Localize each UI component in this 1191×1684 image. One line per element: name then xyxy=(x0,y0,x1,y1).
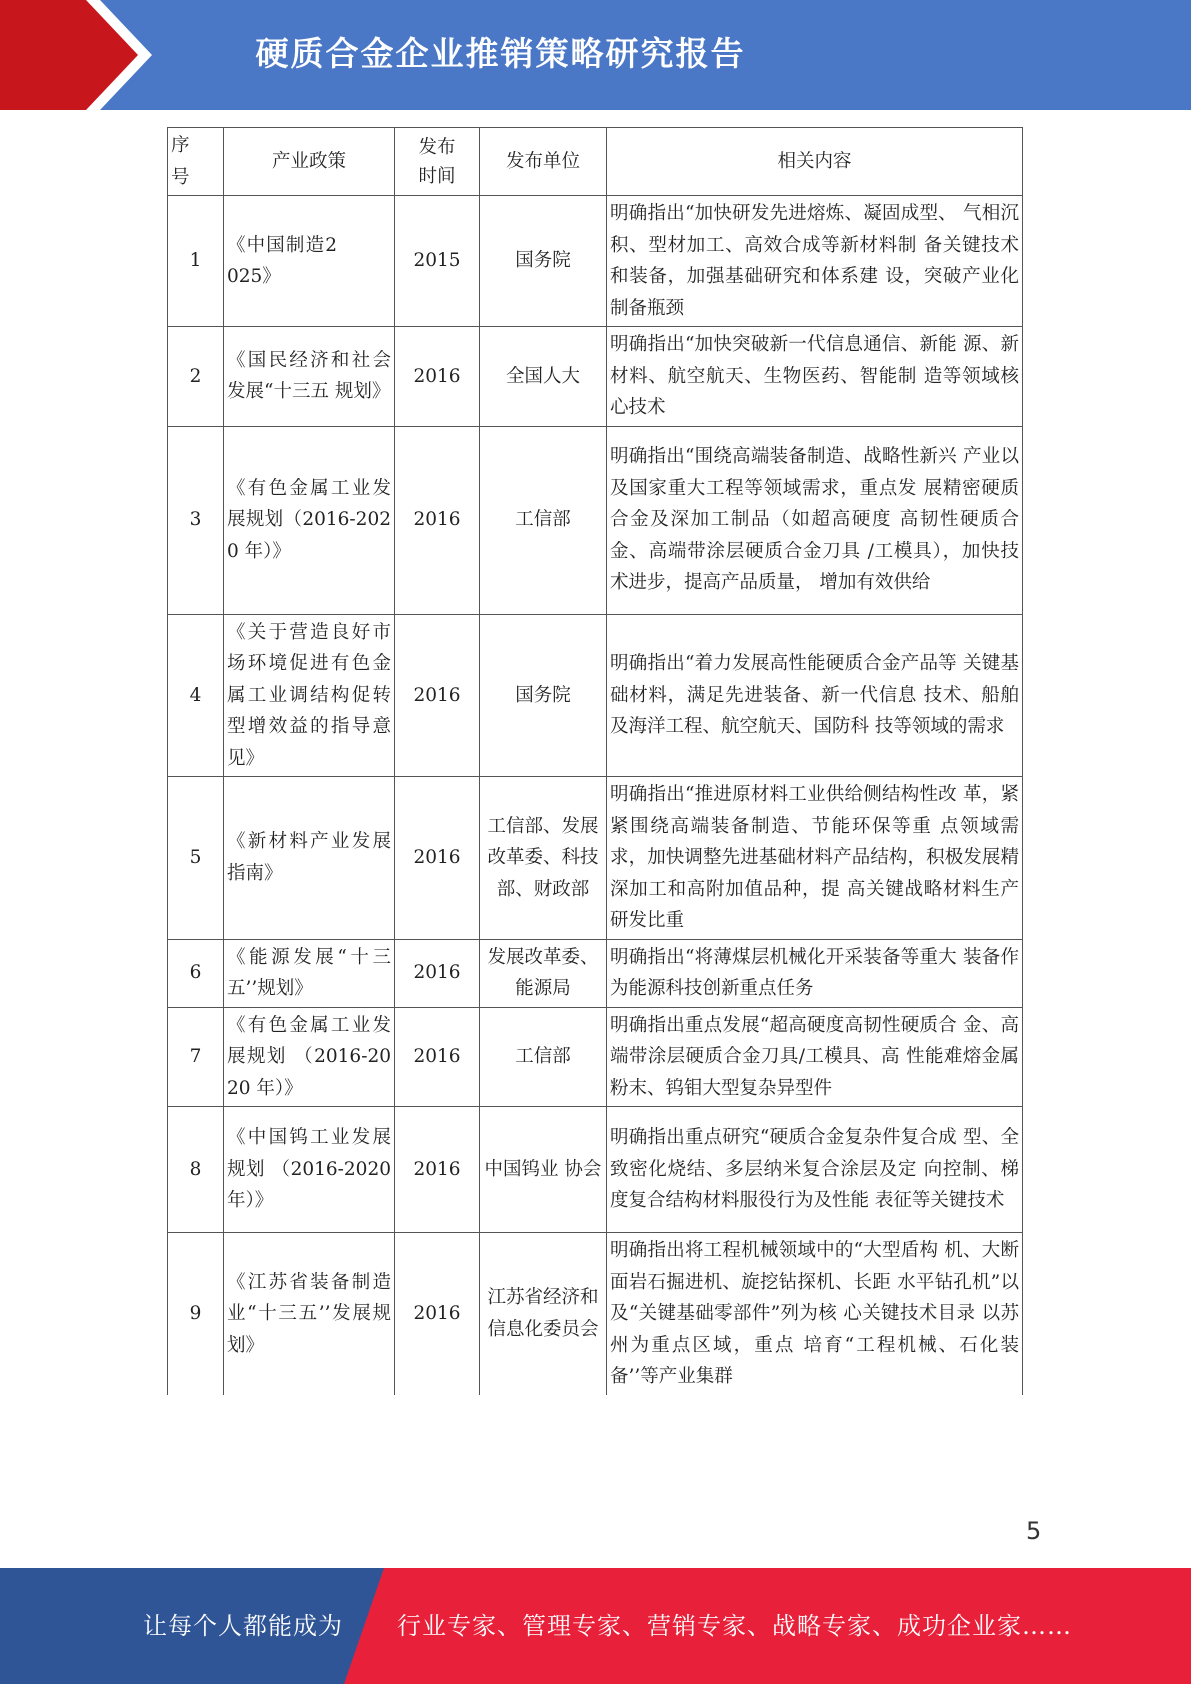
table-row xyxy=(168,426,1023,614)
row-policy: 《新材料产业发展指南》 xyxy=(224,777,395,940)
row-policy: 《中国钨工业发展规划 （2016-2020 年）》 xyxy=(224,1107,395,1233)
row-policy: 《有色金属工业发展规划 （2016-2020 年）》 xyxy=(224,1007,395,1107)
table-row xyxy=(168,196,1023,327)
row-policy: 《关于营造良好市场环境促进有色金属工业调结构促转型增效益的指导意见》 xyxy=(224,614,395,777)
row-content: 明确指出“围绕高端装备制造、战略性新兴 产业以及国家重大工程等领域需求，重点发 展精密硬质合金及深加工制品（如超高硬度 高韧性硬质合金、高端带涂层硬质合金刀具 /工模具），加快技术进步，提高产品质量， 增加有效供给 xyxy=(607,426,1023,614)
table-row xyxy=(168,939,1023,1007)
row-policy: 《国民经济和社会发展“十三五 规划》 xyxy=(224,327,395,427)
row-no: 8 xyxy=(168,1107,224,1233)
row-no: 6 xyxy=(168,939,224,1007)
row-year: 2016 xyxy=(395,1007,480,1107)
row-org: 工信部 xyxy=(480,426,607,614)
row-content: 明确指出“加快研发先进熔炼、凝固成型、 气相沉积、型材加工、高效合成等新材料制 备关键技术和装备，加强基础研究和体系建 设，突破产业化制备瓶颈 xyxy=(607,196,1023,327)
footer-slogan-left: 让每个人都能成为 xyxy=(143,1612,343,1640)
policy-table xyxy=(167,127,1023,1395)
table-row xyxy=(168,327,1023,427)
row-content: 明确指出“加快突破新一代信息通信、新能 源、新材料、航空航天、生物医药、智能制 造等领域核心技术 xyxy=(607,327,1023,427)
row-org: 国务院 xyxy=(480,196,607,327)
header-policy: 产业政策 xyxy=(224,128,395,196)
table-row xyxy=(168,1107,1023,1233)
row-org: 工信部、发展改革委、科技部、财政部 xyxy=(480,777,607,940)
row-policy: 《江苏省装备制造业“十三五’’发展规划》 xyxy=(224,1233,395,1395)
row-content: 明确指出重点发展“超高硬度高韧性硬质合 金、高端带涂层硬质合金刀具/工模具、高 性能难熔金属粉末、钨钼大型复杂异型件 xyxy=(607,1007,1023,1107)
row-no: 7 xyxy=(168,1007,224,1107)
row-no: 9 xyxy=(168,1233,224,1395)
row-content: 明确指出“将薄煤层机械化开采装备等重大 装备作为能源科技创新重点任务 xyxy=(607,939,1023,1007)
page-footer xyxy=(0,1568,1191,1684)
row-year: 2016 xyxy=(395,327,480,427)
header-org: 发布单位 xyxy=(480,128,607,196)
header-no: 序 号 xyxy=(168,128,224,196)
row-year: 2016 xyxy=(395,426,480,614)
row-year: 2015 xyxy=(395,196,480,327)
row-org: 工信部 xyxy=(480,1007,607,1107)
page-number: 5 xyxy=(1026,1517,1042,1545)
table-row xyxy=(168,777,1023,940)
table-row xyxy=(168,614,1023,777)
row-content: 明确指出“着力发展高性能硬质合金产品等 关键基础材料，满足先进装备、新一代信息 技术、船舶及海洋工程、航空航天、国防科 技等领域的需求 xyxy=(607,614,1023,777)
row-content: 明确指出重点研究“硬质合金复杂件复合成 型、全致密化烧结、多层纳米复合涂层及定 向控制、梯度复合结构材料服役行为及性能 表征等关键技术 xyxy=(607,1107,1023,1233)
row-year: 2016 xyxy=(395,939,480,1007)
row-org: 中国钨业 协会 xyxy=(480,1107,607,1233)
row-no: 3 xyxy=(168,426,224,614)
row-policy xyxy=(224,196,395,327)
row-no: 2 xyxy=(168,327,224,427)
report-title-text: 硬质合金企业推销策略研究报告 xyxy=(255,34,746,73)
row-org: 发展改革委、能源局 xyxy=(480,939,607,1007)
header-year-text: 发布时间 xyxy=(418,136,456,187)
report-title xyxy=(255,0,1191,110)
row-policy: 《有色金属工业发展规划（2016-2020 年）》 xyxy=(224,426,395,614)
row-no: 5 xyxy=(168,777,224,940)
row-policy-text: 《中国制造2025》 xyxy=(227,234,337,287)
row-org: 全国人大 xyxy=(480,327,607,427)
row-year: 2016 xyxy=(395,1233,480,1395)
row-content: 明确指出“推进原材料工业供给侧结构性改 革，紧紧围绕高端装备制造、节能环保等重 点领域需求，加快调整先进基础材料产品结构，积极发展精深加工和高附加值品种，提 高关键战略材料生产研发比重 xyxy=(607,777,1023,940)
footer-slogan-right: 行业专家、管理专家、营销专家、战略专家、成功企业家…… xyxy=(397,1612,1072,1640)
page-header xyxy=(0,0,1191,110)
row-org: 国务院 xyxy=(480,614,607,777)
header-content: 相关内容 xyxy=(607,128,1023,196)
table-header-row xyxy=(168,128,1023,196)
table-row xyxy=(168,1233,1023,1395)
row-org: 江苏省经济和信息化委员会 xyxy=(480,1233,607,1395)
row-no: 1 xyxy=(168,196,224,327)
row-policy: 《能源发展“十三五’’规划》 xyxy=(224,939,395,1007)
row-year: 2016 xyxy=(395,777,480,940)
row-content: 明确指出将工程机械领域中的“大型盾构 机、大断面岩石掘进机、旋挖钻探机、长距 水平钻孔机”以及“关键基础零部件”列为核 心关键技术目录 以苏州为重点区域，重点 培育“工程机械、石化装备’’等产业集群 xyxy=(607,1233,1023,1395)
table-row xyxy=(168,1007,1023,1107)
row-year: 2016 xyxy=(395,614,480,777)
row-year: 2016 xyxy=(395,1107,480,1233)
header-year xyxy=(395,128,480,196)
row-no: 4 xyxy=(168,614,224,777)
